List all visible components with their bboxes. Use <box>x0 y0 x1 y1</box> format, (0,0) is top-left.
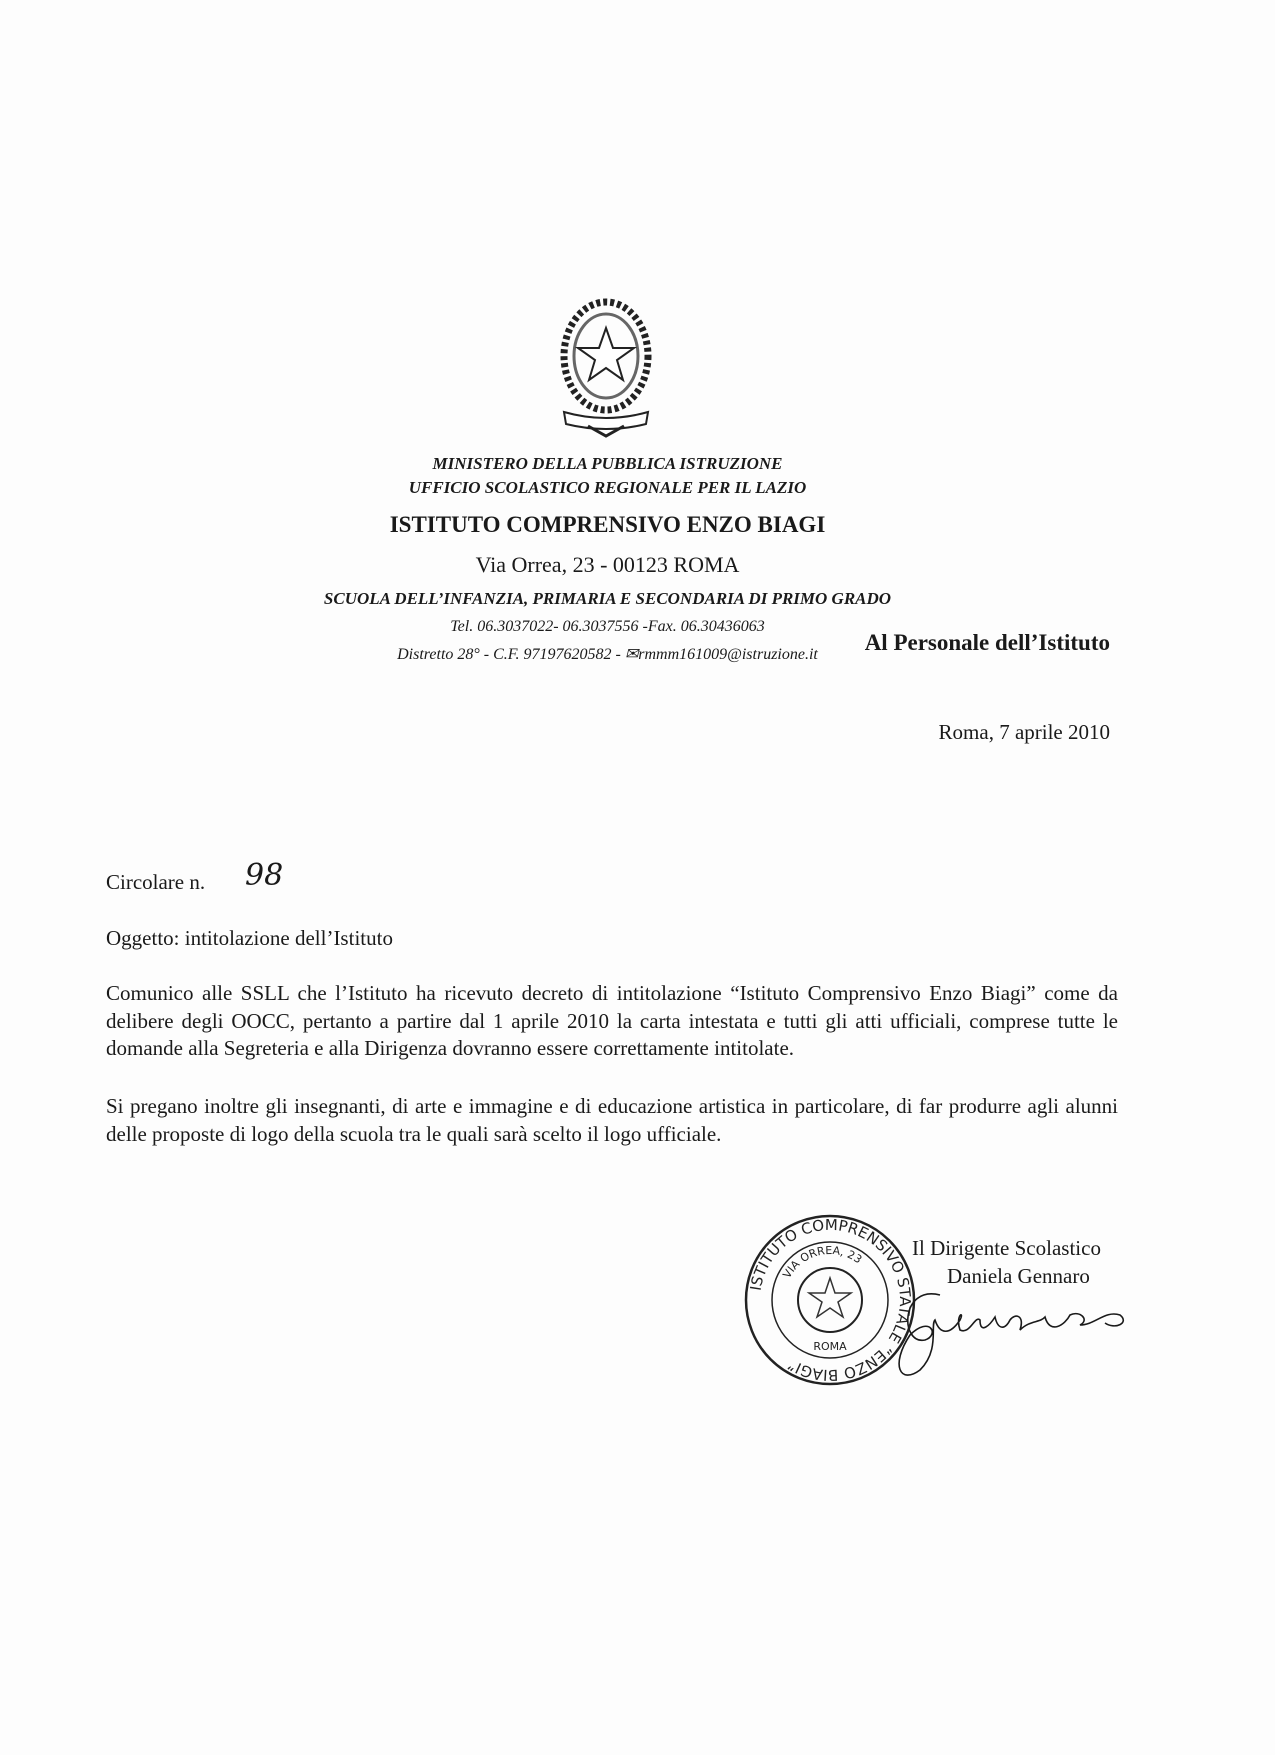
svg-text:ISTITUTO COMPRENSIVO STATALE “: ISTITUTO COMPRENSIVO STATALE “ENZO BIAGI” <box>746 1215 915 1385</box>
svg-text:VIA ORREA, 23: VIA ORREA, 23 <box>780 1243 865 1281</box>
circular-number-handwritten: 98 <box>245 858 284 893</box>
italian-emblem-logo <box>558 294 654 438</box>
subject: Oggetto: intitolazione dell’Istituto <box>106 926 393 950</box>
address-line: Via Orrea, 23 - 00123 ROMA <box>475 552 740 577</box>
signatory-role: Il Dirigente Scolastico <box>912 1236 1101 1260</box>
signatory-name: Daniela Gennaro <box>947 1264 1090 1288</box>
date: Roma, 7 aprile 2010 <box>938 720 1110 744</box>
ministry-line: MINISTERO DELLA PUBBLICA ISTRUZIONE <box>432 454 783 473</box>
envelope-icon: ✉ <box>624 646 639 663</box>
svg-text:ROMA: ROMA <box>813 1340 847 1353</box>
office-line: UFFICIO SCOLASTICO REGIONALE PER IL LAZIO <box>408 478 807 497</box>
body-paragraph-2: Si pregano inoltre gli insegnanti, di arte e immagine e di educazione artistica in particolare, di far produrre agli alunni delle proposte di logo della scuola tra le quali sarà scelto il logo ufficiale. <box>106 1094 1118 1146</box>
email-text: rmmm161009@istruzione.it <box>638 646 818 663</box>
phone-line: Tel. 06.3037022- 06.3037556 -Fax. 06.30436063 <box>450 618 765 635</box>
handwritten-signature <box>880 1275 1150 1385</box>
recipient: Al Personale dell’Istituto <box>864 630 1110 655</box>
district-text: Distretto 28° - C.F. 97197620582 - <box>397 646 625 663</box>
body-paragraph-1: Comunico alle SSLL che l’Istituto ha ricevuto decreto di intitolazione “Istituto Comprensivo Enzo Biagi” come da delibere degli OOCC, pertanto a partire dal 1 aprile 2010 la carta intestata e tutti gli atti ufficiali, comprese tutte le domande alla Segreteria e alla Dirigenza dovranno essere correttamente intitolate. <box>106 981 1118 1061</box>
circular-label: Circolare n. <box>106 870 206 894</box>
institute-name: ISTITUTO COMPRENSIVO ENZO BIAGI <box>389 512 826 537</box>
school-levels-line: SCUOLA DELL’INFANZIA, PRIMARIA E SECONDARIA DI PRIMO GRADO <box>323 589 892 608</box>
